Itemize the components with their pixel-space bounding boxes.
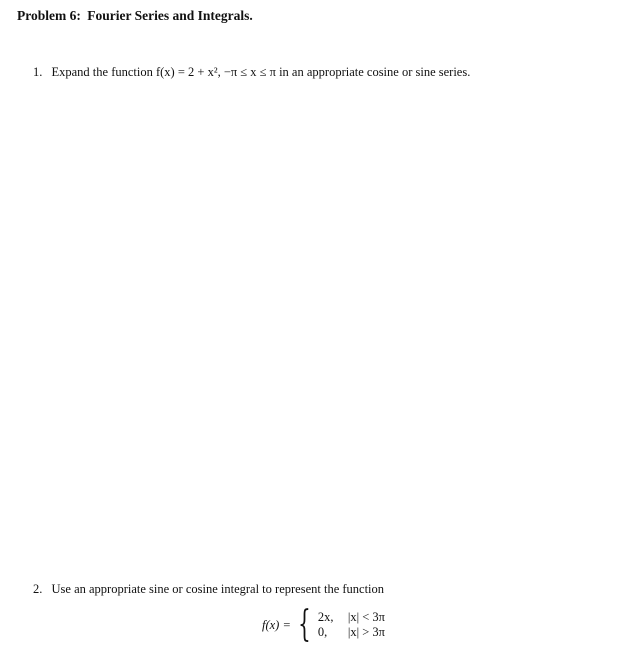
problem-item-2 (33, 582, 384, 597)
item-text: Use an appropriate sine or cosine integral to represent the function (51, 582, 385, 596)
left-brace: { (298, 604, 311, 645)
case-value: 0, (317, 625, 328, 639)
item-number: 1. (33, 65, 43, 79)
item-text: Expand the function f(x) = 2 + x², −π ≤ x ≤ π in an appropriate cosine or sine series. (51, 65, 471, 79)
case-row (318, 625, 385, 640)
item-number: 2. (33, 582, 43, 596)
case-row (318, 610, 385, 625)
case-condition: |x| < 3π (347, 610, 385, 624)
problem-title: Fourier Series and Integrals. (87, 8, 253, 23)
equation-lhs: f(x) = (262, 617, 291, 632)
problem-heading (17, 8, 253, 24)
case-value: 2x, (317, 610, 334, 624)
piecewise-equation (262, 604, 385, 645)
case-condition: |x| > 3π (347, 625, 385, 639)
equation-cases (318, 610, 385, 640)
problem-label: Problem 6: (17, 8, 81, 23)
problem-item-1 (33, 65, 470, 80)
